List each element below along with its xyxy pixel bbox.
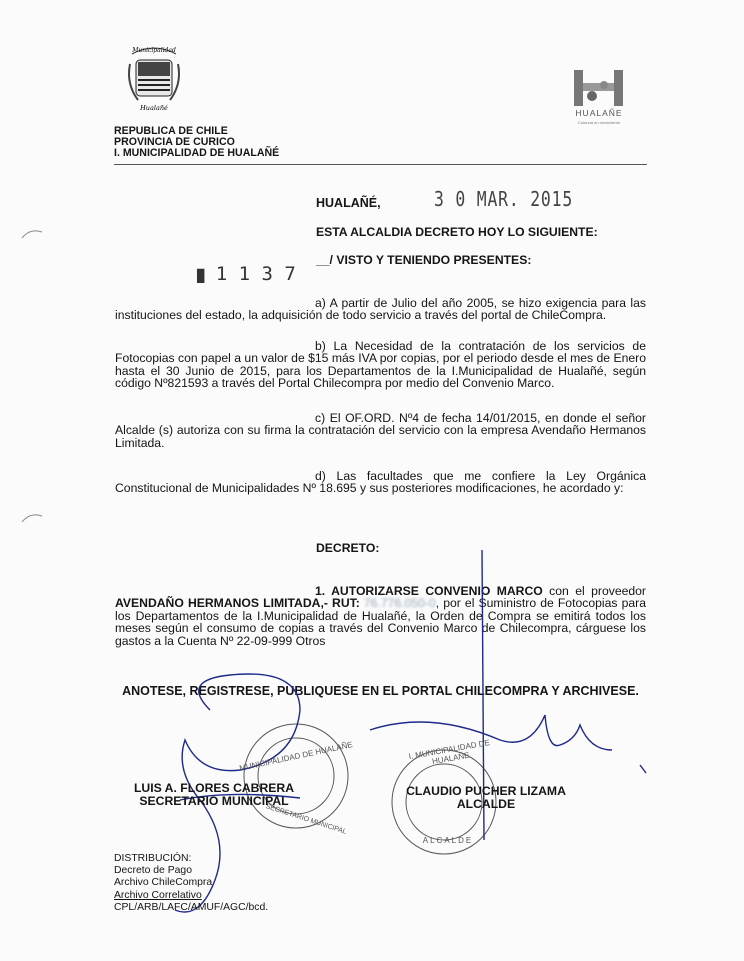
svg-text:Hualañé: Hualañé bbox=[140, 104, 168, 112]
right-seal-bottom-text: ALCALDE bbox=[422, 836, 474, 845]
left-signatory-title: SECRETARIO MUNICIPAL bbox=[139, 794, 289, 808]
svg-text:Comuna en movimiento: Comuna en movimiento bbox=[577, 120, 621, 125]
right-seal-top-text: I. MUNICIPALIDAD DE HUALAÑE bbox=[408, 738, 491, 767]
left-seal-bottom-text: SECRETARIO MUNICIPAL bbox=[264, 803, 348, 836]
closing-line: ANOTESE, REGISTRESE, PUBLIQUESE EN EL PORTAL CHILECOMPRA Y ARCHIVESE. bbox=[122, 684, 639, 698]
svg-text:Municipalidad: Municipalidad bbox=[132, 47, 176, 54]
paragraph-b: b) La Necesidad de la contratación de los servicios de Fotocopias con papel a un valor de $15 más IVA por copias, por el periodo desde el mes de Enero hasta el 30 Junio de 2015, para los Departamentos de la I.Municipalidad de Hualañé, según código Nº821593 a través del Portal Chilecompra por medio del Convenio Marco. bbox=[115, 339, 646, 391]
header-country: REPUBLICA DE CHILE bbox=[114, 125, 228, 137]
header-municipality: I. MUNICIPALIDAD DE HUALAÑÉ bbox=[114, 147, 280, 159]
decreto-lead-rest: con el proveedor bbox=[542, 584, 646, 598]
left-signatory-name: LUIS A. FLORES CABRERA bbox=[133, 781, 295, 795]
heading-visto: __/ VISTO Y TENIENDO PRESENTES: bbox=[316, 253, 532, 267]
distribution-item: Archivo ChileCompra bbox=[114, 877, 213, 889]
right-signatory-name: CLAUDIO PUCHER LIZAMA bbox=[406, 784, 566, 798]
punch-hole-mark-top bbox=[20, 228, 44, 240]
distribution-block bbox=[114, 853, 268, 914]
decreto-rest: , por el Suministro de Fotocopias para los Departamentos de la I.Municipalidad de Hualañé, la Orden de Compra se emitirá todos los meses según el consumo de copias a través del Convenio Marco de Chilecompra, cárguese los gastos a la Cuenta Nº 22-09-999 Otros bbox=[115, 596, 646, 648]
hualane-logo bbox=[570, 68, 630, 140]
rut-redacted: 76.776.050-0 bbox=[363, 596, 436, 611]
punch-hole-mark-bottom bbox=[20, 512, 44, 524]
decreto-lead: 1. AUTORIZARSE CONVENIO MARCO bbox=[315, 584, 543, 598]
paragraph-a: a) A partir de Julio del año 2005, se hizo exigencia para las instituciones del estado, la adquisición de todo servicio a través del portal de ChileCompra. bbox=[115, 296, 646, 323]
distribution-item: Decreto de Pago bbox=[114, 865, 192, 877]
heading-alcaldia: ESTA ALCALDIA DECRETO HOY LO SIGUIENTE: bbox=[316, 225, 598, 239]
distribution-item: CPL/ARB/LAFC/AMUF/AGC/bcd. bbox=[114, 901, 269, 913]
right-signature-tick bbox=[640, 765, 646, 773]
paragraph-c: c) El OF.ORD. Nº4 de fecha 14/01/2015, en donde el señor Alcalde (s) autoriza con su firma la contratación del servicio con la empresa Avendaño Hermanos Limitada. bbox=[115, 411, 646, 450]
place: HUALAÑÉ, bbox=[316, 196, 381, 210]
left-seal-top-text: MUNICIPALIDAD DE HUALAÑE bbox=[238, 740, 354, 773]
distribution-item: Archivo Correlativo bbox=[114, 889, 202, 901]
paragraph-d: d) Las facultades que me confiere la Ley Orgánica Constitucional de Municipalidades Nº 18.695 y sus posteriores modificaciones, he acordado y: bbox=[115, 469, 646, 496]
right-signatory-title: ALCALDE bbox=[456, 797, 516, 811]
decreto-heading: DECRETO: bbox=[316, 541, 380, 555]
header-divider bbox=[114, 164, 647, 165]
provider-name: AVENDAÑO HERMANOS LIMITADA,- RUT: bbox=[115, 596, 360, 611]
decree-number-stamp: █ 1 1 3 7 bbox=[197, 263, 296, 285]
distribution-title: DISTRIBUCIÓN: bbox=[114, 853, 192, 864]
signature-ink-layer bbox=[0, 540, 744, 960]
header-province: PROVINCIA DE CURICO bbox=[114, 136, 235, 148]
municipal-crest-left bbox=[124, 44, 184, 122]
date-stamp: 3 0 MAR. 2015 bbox=[434, 187, 574, 211]
svg-text:HUALAÑE: HUALAÑE bbox=[575, 108, 623, 118]
